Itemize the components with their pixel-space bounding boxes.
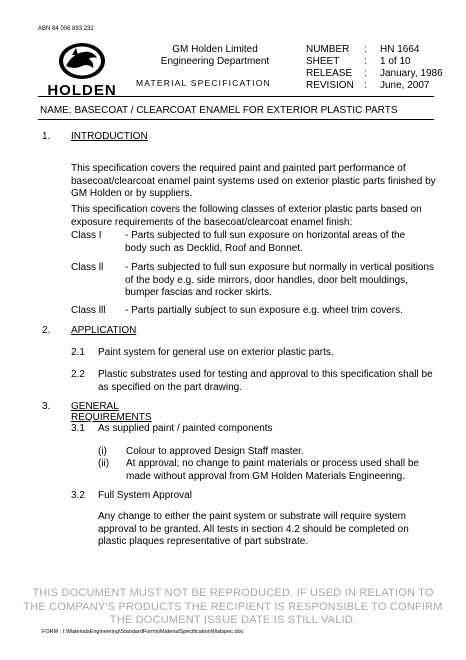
item-2-1-number: 2.1 xyxy=(71,347,85,358)
document-meta xyxy=(306,44,443,92)
subitem-ii-number: (ii) xyxy=(98,458,110,469)
meta-row-revision: REVISION : June, 2007 xyxy=(306,80,430,91)
class-3-label: Class lll xyxy=(71,305,106,316)
class-1-text: - Parts subjected to full sun exposure on horizontal areas of the body such as Decklid, Roof and Bonnet. xyxy=(125,230,406,254)
section-1-heading: 1. INTRODUCTION xyxy=(42,131,148,142)
department-name: Engineering Department xyxy=(160,56,270,67)
section-1-title: INTRODUCTION xyxy=(71,131,148,142)
item-3-2-number: 3.2 xyxy=(71,490,85,501)
subitem-i-text: Colour to approved Design Staff master. xyxy=(126,446,304,457)
subitem-i-number: (i) xyxy=(98,446,107,457)
meta-row-number: NUMBER : HN 1664 xyxy=(306,44,420,55)
intro-paragraph-2: This specification covers the following classes of exterior plastic parts based on exposure requirements of the basecoat/clearcoat enamel finish: xyxy=(71,204,422,228)
section-2-heading: 2. APPLICATION xyxy=(42,325,137,336)
subitem-ii-text: At approval; no change to paint materials or process used shall be made without approval from GM Holden Materials Engineering. xyxy=(126,458,419,482)
item-3-1-text: As supplied paint / painted components xyxy=(98,423,273,434)
meta-row-sheet: SHEET : 1 of 10 xyxy=(306,56,411,67)
class-2-text: - Parts subjected to full sun exposure but normally in vertical positions of the body e.g. side mirrors, door handles, door belt mouldings, bumper fascias and rocker skirts. xyxy=(125,262,435,298)
item-3-2-text: Full System Approval xyxy=(98,490,192,501)
item-2-1-text: Paint system for general use on exterior plastic parts. xyxy=(98,347,334,358)
logo-wordmark: HOLDEN xyxy=(47,82,117,99)
section-3-title: GENERAL REQUIREMENTS xyxy=(71,401,152,423)
meta-row-release: RELEASE : January, 1986 xyxy=(306,68,443,79)
holden-logo xyxy=(36,40,128,100)
form-path: FORM : I:\MaterialsEngineering\StandardForms\MaterialSpecification\Matspec.doc xyxy=(42,629,244,635)
header-divider xyxy=(38,96,434,97)
document-type: MATERIAL SPECIFICATION xyxy=(136,78,271,88)
abn-number: ABN 84 006 893 232 xyxy=(38,26,94,32)
holden-lion-icon xyxy=(36,40,128,100)
company-block xyxy=(150,44,280,68)
spec-name: NAME: BASECOAT / CLEARCOAT ENAMEL FOR EXTERIOR PLASTIC PARTS xyxy=(40,105,398,116)
item-2-2-number: 2.2 xyxy=(71,369,85,380)
intro-paragraph-1: This specification covers the required paint and painted part performance of basecoat/clearcoat enamel paint systems used on exterior plastic parts finished by GM Holden or by suppliers. xyxy=(71,163,436,199)
item-3-1-number: 3.1 xyxy=(71,423,85,434)
class-2-label: Class ll xyxy=(71,262,104,273)
section-3-heading: 3. GENERAL REQUIREMENTS xyxy=(42,401,152,423)
item-2-2-text: Plastic substrates used for testing and approval to this specification shall be as specified on the part drawing. xyxy=(98,369,433,393)
item-3-2-paragraph: Any change to either the paint system or substrate will require system approval to be granted. All tests in section 4.2 should be completed on plastic plaques representative of part substrate. xyxy=(98,511,409,547)
name-divider xyxy=(38,119,434,120)
section-2-title: APPLICATION xyxy=(71,325,137,336)
reproduction-notice: THIS DOCUMENT MUST NOT BE REPRODUCED. IF USED IN RELATION TO THE COMPANY'S PRODUCTS THE RECIPIENT IS RESPONSIBLE TO CONFIRM THE DOCUMENT ISSUE DATE IS STILL VALID. xyxy=(23,587,443,626)
class-3-text: - Parts partially subject to sun exposure e.g. wheel trim covers. xyxy=(125,305,403,316)
company-name: GM Holden Limited xyxy=(172,44,258,55)
class-1-label: Class I xyxy=(71,230,102,241)
